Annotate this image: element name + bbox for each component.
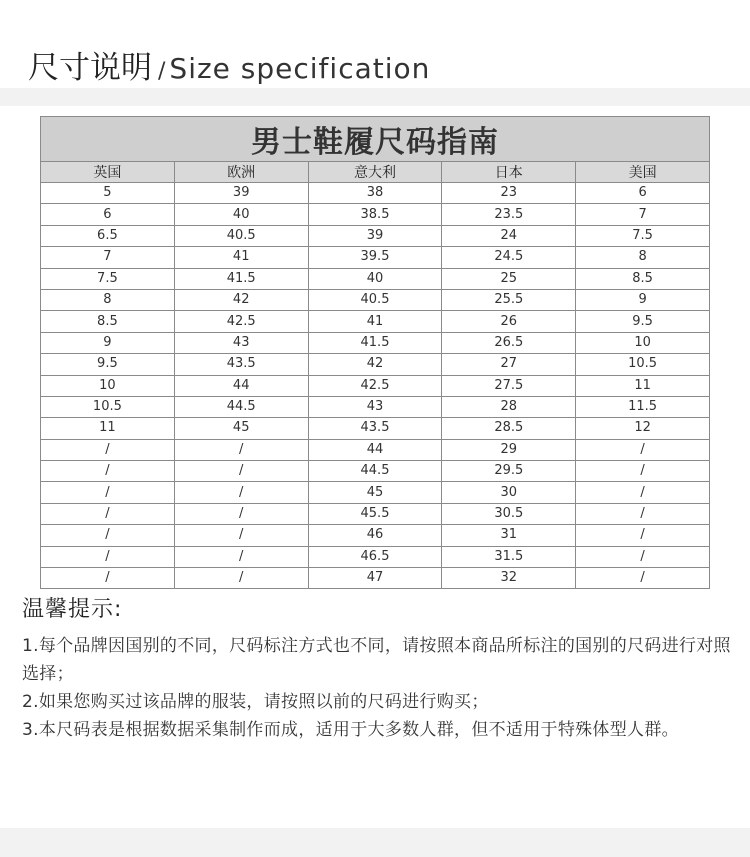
- table-row: [41, 311, 710, 332]
- column-header: 日本: [442, 162, 576, 183]
- table-row: [41, 268, 710, 289]
- table-row: [41, 247, 710, 268]
- table-cell: 6: [576, 183, 710, 204]
- table-cell: 40.5: [308, 289, 442, 310]
- table-cell: 25: [442, 268, 576, 289]
- table-cell: 7: [576, 204, 710, 225]
- table-cell: 38.5: [308, 204, 442, 225]
- table-cell: 7: [41, 247, 175, 268]
- size-table-header-row: [41, 162, 710, 183]
- tip-item-2: 2.如果您购买过该品牌的服装，请按照以前的尺码进行购买；: [22, 692, 489, 712]
- table-cell: 27.5: [442, 375, 576, 396]
- table-cell: 42.5: [308, 375, 442, 396]
- table-cell: /: [576, 482, 710, 503]
- table-row: [41, 482, 710, 503]
- table-row: [41, 354, 710, 375]
- table-row: [41, 183, 710, 204]
- title-english: Size specification: [169, 52, 431, 85]
- column-header: 意大利: [308, 162, 442, 183]
- table-cell: 25.5: [442, 289, 576, 310]
- table-cell: 32: [442, 568, 576, 589]
- table-cell: 26.5: [442, 332, 576, 353]
- table-cell: 45: [174, 418, 308, 439]
- table-row: [41, 225, 710, 246]
- tips-list: [22, 632, 734, 744]
- page-header: [0, 0, 750, 88]
- table-row: [41, 332, 710, 353]
- table-cell: 43: [174, 332, 308, 353]
- table-cell: /: [41, 482, 175, 503]
- table-cell: 47: [308, 568, 442, 589]
- table-cell: 9.5: [41, 354, 175, 375]
- table-cell: 41: [308, 311, 442, 332]
- table-cell: 11.5: [576, 396, 710, 417]
- table-cell: 27: [442, 354, 576, 375]
- table-row: [41, 461, 710, 482]
- table-cell: 40: [174, 204, 308, 225]
- table-cell: 12: [576, 418, 710, 439]
- table-row: [41, 396, 710, 417]
- table-cell: 11: [41, 418, 175, 439]
- size-table-body: [41, 183, 710, 589]
- size-table-container: [40, 116, 710, 589]
- table-cell: 8: [576, 247, 710, 268]
- table-cell: 10.5: [41, 396, 175, 417]
- table-cell: 10: [576, 332, 710, 353]
- table-cell: 39: [174, 183, 308, 204]
- table-cell: /: [41, 568, 175, 589]
- table-cell: 46.5: [308, 546, 442, 567]
- table-cell: 8: [41, 289, 175, 310]
- table-row: [41, 568, 710, 589]
- table-cell: 39.5: [308, 247, 442, 268]
- table-cell: /: [174, 461, 308, 482]
- table-cell: 30: [442, 482, 576, 503]
- table-cell: 31.5: [442, 546, 576, 567]
- table-cell: 41: [174, 247, 308, 268]
- table-cell: 40: [308, 268, 442, 289]
- table-cell: 24: [442, 225, 576, 246]
- table-row: [41, 503, 710, 524]
- table-cell: 41.5: [174, 268, 308, 289]
- table-cell: 31: [442, 525, 576, 546]
- table-cell: 7.5: [41, 268, 175, 289]
- table-cell: 23.5: [442, 204, 576, 225]
- table-cell: 39: [308, 225, 442, 246]
- tips-title: 温馨提示:: [22, 597, 123, 622]
- table-cell: 44.5: [174, 396, 308, 417]
- table-cell: 11: [576, 375, 710, 396]
- table-row: [41, 525, 710, 546]
- table-cell: /: [41, 503, 175, 524]
- table-cell: /: [576, 503, 710, 524]
- table-row: [41, 289, 710, 310]
- table-cell: /: [576, 461, 710, 482]
- title-chinese: 尺寸说明: [28, 50, 152, 86]
- table-cell: 7.5: [576, 225, 710, 246]
- table-cell: 26: [442, 311, 576, 332]
- section-title: [28, 42, 430, 87]
- table-cell: 9.5: [576, 311, 710, 332]
- table-cell: /: [576, 546, 710, 567]
- tip-item-1: 1.每个品牌因国别的不同，尺码标注方式也不同，请按照本商品所标注的国别的尺码进行对照选择；: [22, 636, 731, 684]
- table-cell: 41.5: [308, 332, 442, 353]
- table-cell: 44.5: [308, 461, 442, 482]
- title-separator: /: [158, 59, 166, 84]
- table-cell: /: [174, 546, 308, 567]
- table-cell: /: [174, 525, 308, 546]
- table-cell: /: [41, 439, 175, 460]
- table-cell: 43.5: [308, 418, 442, 439]
- table-cell: 42: [174, 289, 308, 310]
- divider-band-top: [0, 88, 750, 106]
- table-cell: 8.5: [576, 268, 710, 289]
- column-header: 美国: [576, 162, 710, 183]
- table-cell: 28.5: [442, 418, 576, 439]
- table-cell: 30.5: [442, 503, 576, 524]
- column-header: 英国: [41, 162, 175, 183]
- table-cell: 9: [576, 289, 710, 310]
- table-row: [41, 439, 710, 460]
- table-cell: /: [576, 568, 710, 589]
- table-cell: 29.5: [442, 461, 576, 482]
- table-row: [41, 204, 710, 225]
- table-cell: 43.5: [174, 354, 308, 375]
- table-cell: 8.5: [41, 311, 175, 332]
- table-cell: 44: [174, 375, 308, 396]
- table-cell: 46: [308, 525, 442, 546]
- table-cell: 29: [442, 439, 576, 460]
- table-cell: 42: [308, 354, 442, 375]
- table-cell: /: [174, 482, 308, 503]
- table-cell: 10: [41, 375, 175, 396]
- table-cell: 23: [442, 183, 576, 204]
- column-header: 欧洲: [174, 162, 308, 183]
- table-row: [41, 418, 710, 439]
- size-table: [40, 116, 710, 589]
- table-cell: 45: [308, 482, 442, 503]
- table-cell: 10.5: [576, 354, 710, 375]
- table-cell: /: [174, 568, 308, 589]
- table-cell: 42.5: [174, 311, 308, 332]
- table-cell: /: [41, 525, 175, 546]
- table-cell: /: [174, 439, 308, 460]
- table-row: [41, 546, 710, 567]
- table-cell: 6.5: [41, 225, 175, 246]
- table-cell: 6: [41, 204, 175, 225]
- table-cell: /: [576, 525, 710, 546]
- table-cell: 44: [308, 439, 442, 460]
- table-cell: /: [41, 461, 175, 482]
- table-cell: 43: [308, 396, 442, 417]
- table-cell: 9: [41, 332, 175, 353]
- table-cell: /: [41, 546, 175, 567]
- table-row: [41, 375, 710, 396]
- table-cell: 38: [308, 183, 442, 204]
- divider-band-bottom: [0, 828, 750, 857]
- table-cell: /: [174, 503, 308, 524]
- table-cell: 40.5: [174, 225, 308, 246]
- tip-item-3: 3.本尺码表是根据数据采集制作而成，适用于大多数人群，但不适用于特殊体型人群。: [22, 720, 679, 740]
- table-cell: /: [576, 439, 710, 460]
- table-cell: 45.5: [308, 503, 442, 524]
- table-cell: 24.5: [442, 247, 576, 268]
- table-cell: 28: [442, 396, 576, 417]
- size-table-caption: 男士鞋履尺码指南: [41, 117, 710, 162]
- table-cell: 5: [41, 183, 175, 204]
